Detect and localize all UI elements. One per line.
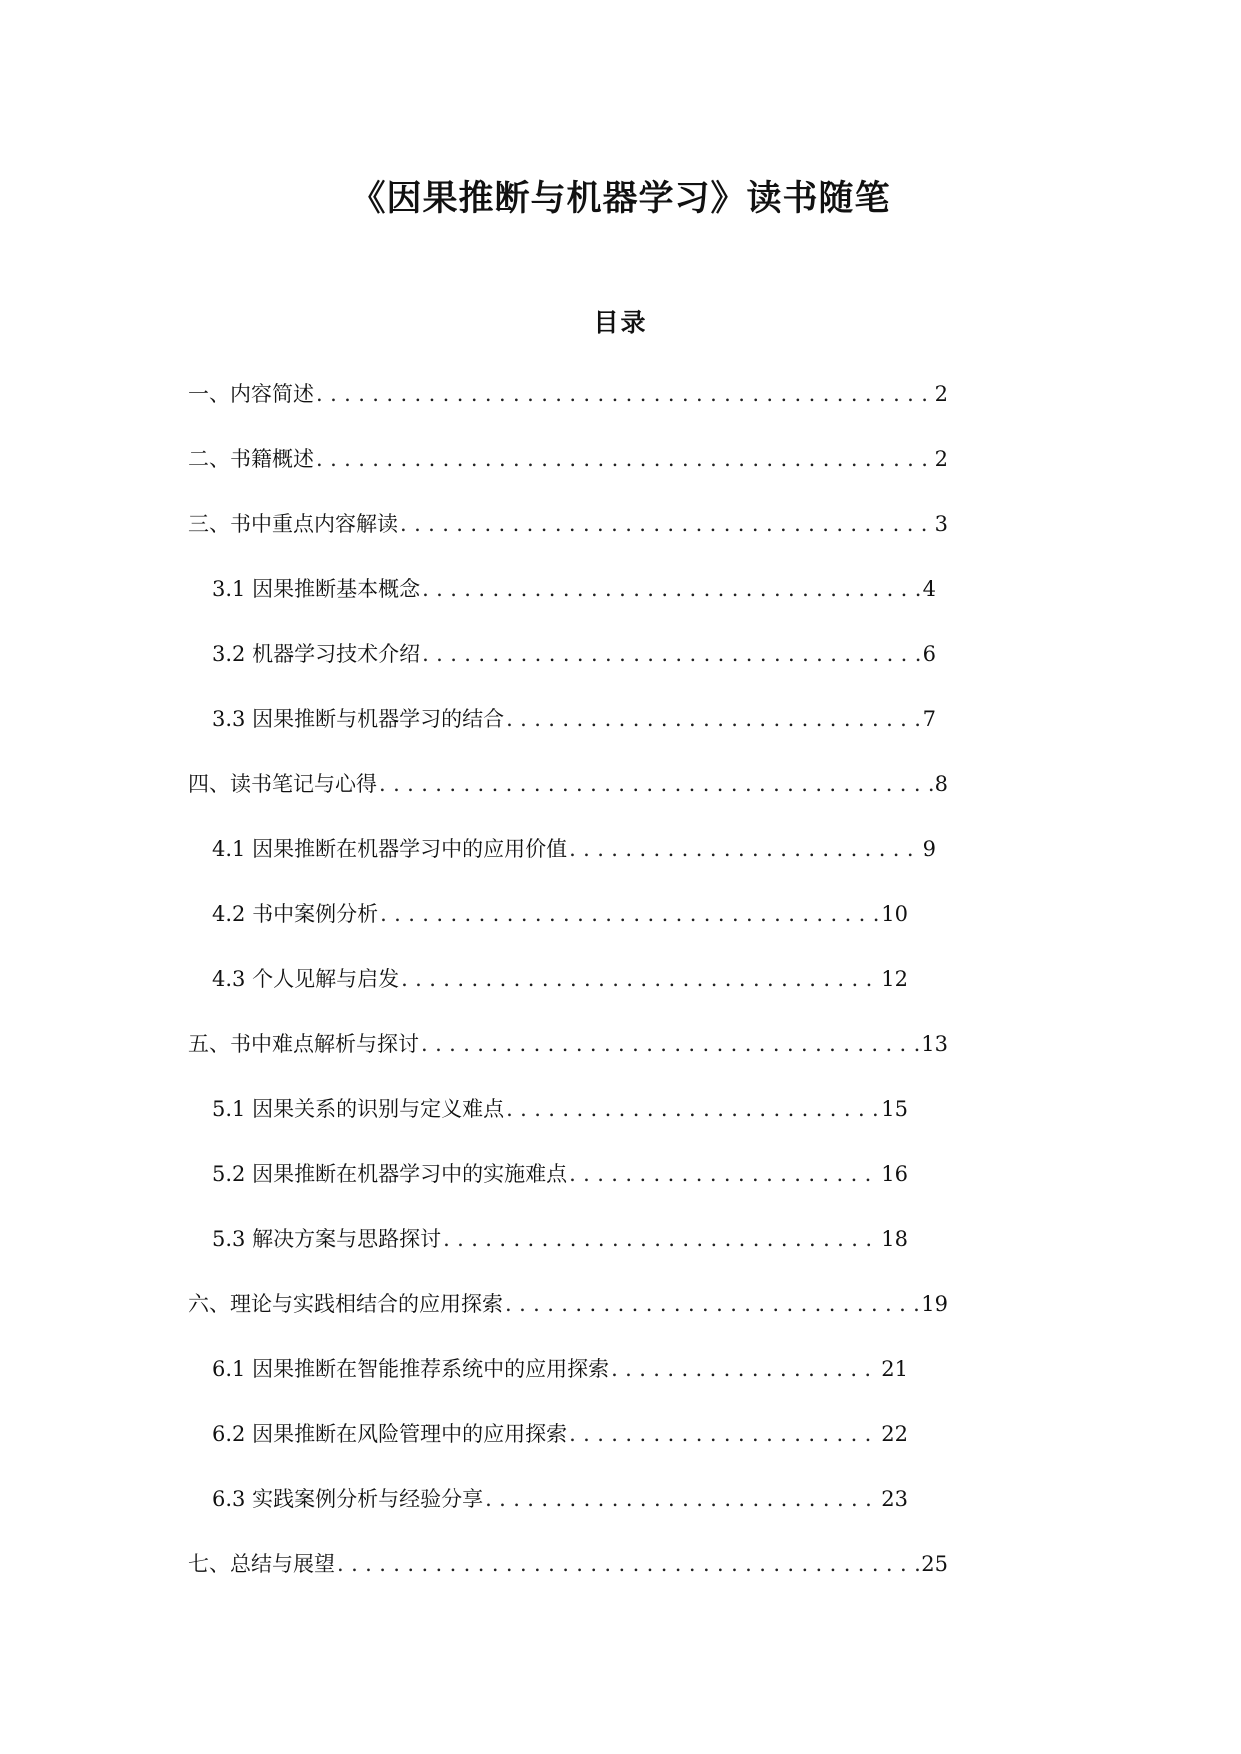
toc-entry[interactable] <box>188 1030 948 1095</box>
toc-entry[interactable] <box>188 705 948 770</box>
toc-entry[interactable] <box>188 1485 948 1550</box>
toc-entry[interactable] <box>188 770 948 835</box>
toc-entry-label: 4.3 个人见解与启发 <box>212 967 400 991</box>
toc-page-number: 25 <box>921 1552 948 1576</box>
toc-entry-label: 3.3 因果推断与机器学习的结合 <box>212 707 505 731</box>
toc-dot-leader <box>485 1485 879 1513</box>
toc-dot-leader <box>400 510 933 538</box>
toc-entry[interactable] <box>188 575 948 640</box>
toc-page-number: 15 <box>881 1097 908 1121</box>
toc-page-number: 4 <box>922 577 936 601</box>
toc-entry-label: 4.1 因果推断在机器学习中的应用价值 <box>212 837 568 861</box>
toc-entry[interactable] <box>188 1290 948 1355</box>
toc-entry-label: 6.3 实践案例分析与经验分享 <box>212 1487 484 1511</box>
toc-dot-leader <box>422 575 921 603</box>
toc-dot-leader <box>401 965 879 993</box>
toc-entry-label: 六、理论与实践相结合的应用探索 <box>188 1292 503 1316</box>
toc-entry[interactable] <box>188 445 948 510</box>
toc-page-number: 10 <box>881 902 908 926</box>
toc-dot-leader <box>505 1290 919 1318</box>
toc-entry[interactable] <box>188 1095 948 1160</box>
toc-heading: 目录 <box>593 307 648 337</box>
toc-entry[interactable] <box>188 1355 948 1420</box>
toc-dot-leader <box>569 835 921 863</box>
toc-entry-label: 6.2 因果推断在风险管理中的应用探索 <box>212 1422 568 1446</box>
toc-entry-label: 五、书中难点解析与探讨 <box>188 1032 419 1056</box>
toc-dot-leader <box>506 705 921 733</box>
toc-dot-leader <box>422 640 921 668</box>
toc-entry[interactable] <box>188 640 948 705</box>
toc-page-number: 22 <box>881 1422 908 1446</box>
toc-entry-label: 6.1 因果推断在智能推荐系统中的应用探索 <box>212 1357 610 1381</box>
toc-page-number: 2 <box>934 382 948 406</box>
toc-entry[interactable] <box>188 380 948 445</box>
toc-entry[interactable] <box>188 835 948 900</box>
toc-entry[interactable] <box>188 1225 948 1290</box>
toc-dot-leader <box>379 770 933 798</box>
toc-dot-leader <box>337 1550 919 1578</box>
toc-page-number: 19 <box>921 1292 948 1316</box>
toc-page-number: 23 <box>881 1487 908 1511</box>
toc-entry-label: 一、内容简述 <box>188 382 314 406</box>
toc-entry[interactable] <box>188 510 948 575</box>
toc-entry-label: 5.1 因果关系的识别与定义难点 <box>212 1097 505 1121</box>
toc-entry-label: 3.2 机器学习技术介绍 <box>212 642 421 666</box>
toc-entry[interactable] <box>188 1420 948 1485</box>
toc-entry-label: 三、书中重点内容解读 <box>188 512 398 536</box>
toc-entry-label: 5.3 解决方案与思路探讨 <box>212 1227 442 1251</box>
toc-page-number: 12 <box>881 967 908 991</box>
toc-dot-leader <box>569 1160 879 1188</box>
toc-page-number: 21 <box>881 1357 908 1381</box>
toc-page-number: 16 <box>881 1162 908 1186</box>
toc-page-number: 7 <box>922 707 936 731</box>
toc-dot-leader <box>443 1225 879 1253</box>
toc-page-number: 8 <box>934 772 948 796</box>
toc-entry-label: 二、书籍概述 <box>188 447 314 471</box>
table-of-contents <box>188 380 948 1615</box>
toc-entry[interactable] <box>188 1550 948 1615</box>
toc-dot-leader <box>506 1095 879 1123</box>
toc-page-number: 3 <box>934 512 948 536</box>
toc-page-number: 2 <box>934 447 948 471</box>
toc-entry-label: 四、读书笔记与心得 <box>188 772 377 796</box>
toc-entry[interactable] <box>188 900 948 965</box>
page-title: 《因果推断与机器学习》读书随笔 <box>350 178 891 220</box>
toc-page-number: 9 <box>922 837 936 861</box>
toc-entry-label: 4.2 书中案例分析 <box>212 902 379 926</box>
toc-entry-label: 七、总结与展望 <box>188 1552 335 1576</box>
toc-page-number: 6 <box>922 642 936 666</box>
toc-entry-label: 3.1 因果推断基本概念 <box>212 577 421 601</box>
toc-entry-label: 5.2 因果推断在机器学习中的实施难点 <box>212 1162 568 1186</box>
toc-dot-leader <box>421 1030 919 1058</box>
toc-page-number: 18 <box>881 1227 908 1251</box>
toc-entry[interactable] <box>188 965 948 1030</box>
toc-dot-leader <box>316 445 933 473</box>
toc-dot-leader <box>611 1355 879 1383</box>
toc-dot-leader <box>569 1420 879 1448</box>
toc-dot-leader <box>316 380 933 408</box>
toc-page-number: 13 <box>921 1032 948 1056</box>
toc-entry[interactable] <box>188 1160 948 1225</box>
toc-dot-leader <box>380 900 879 928</box>
